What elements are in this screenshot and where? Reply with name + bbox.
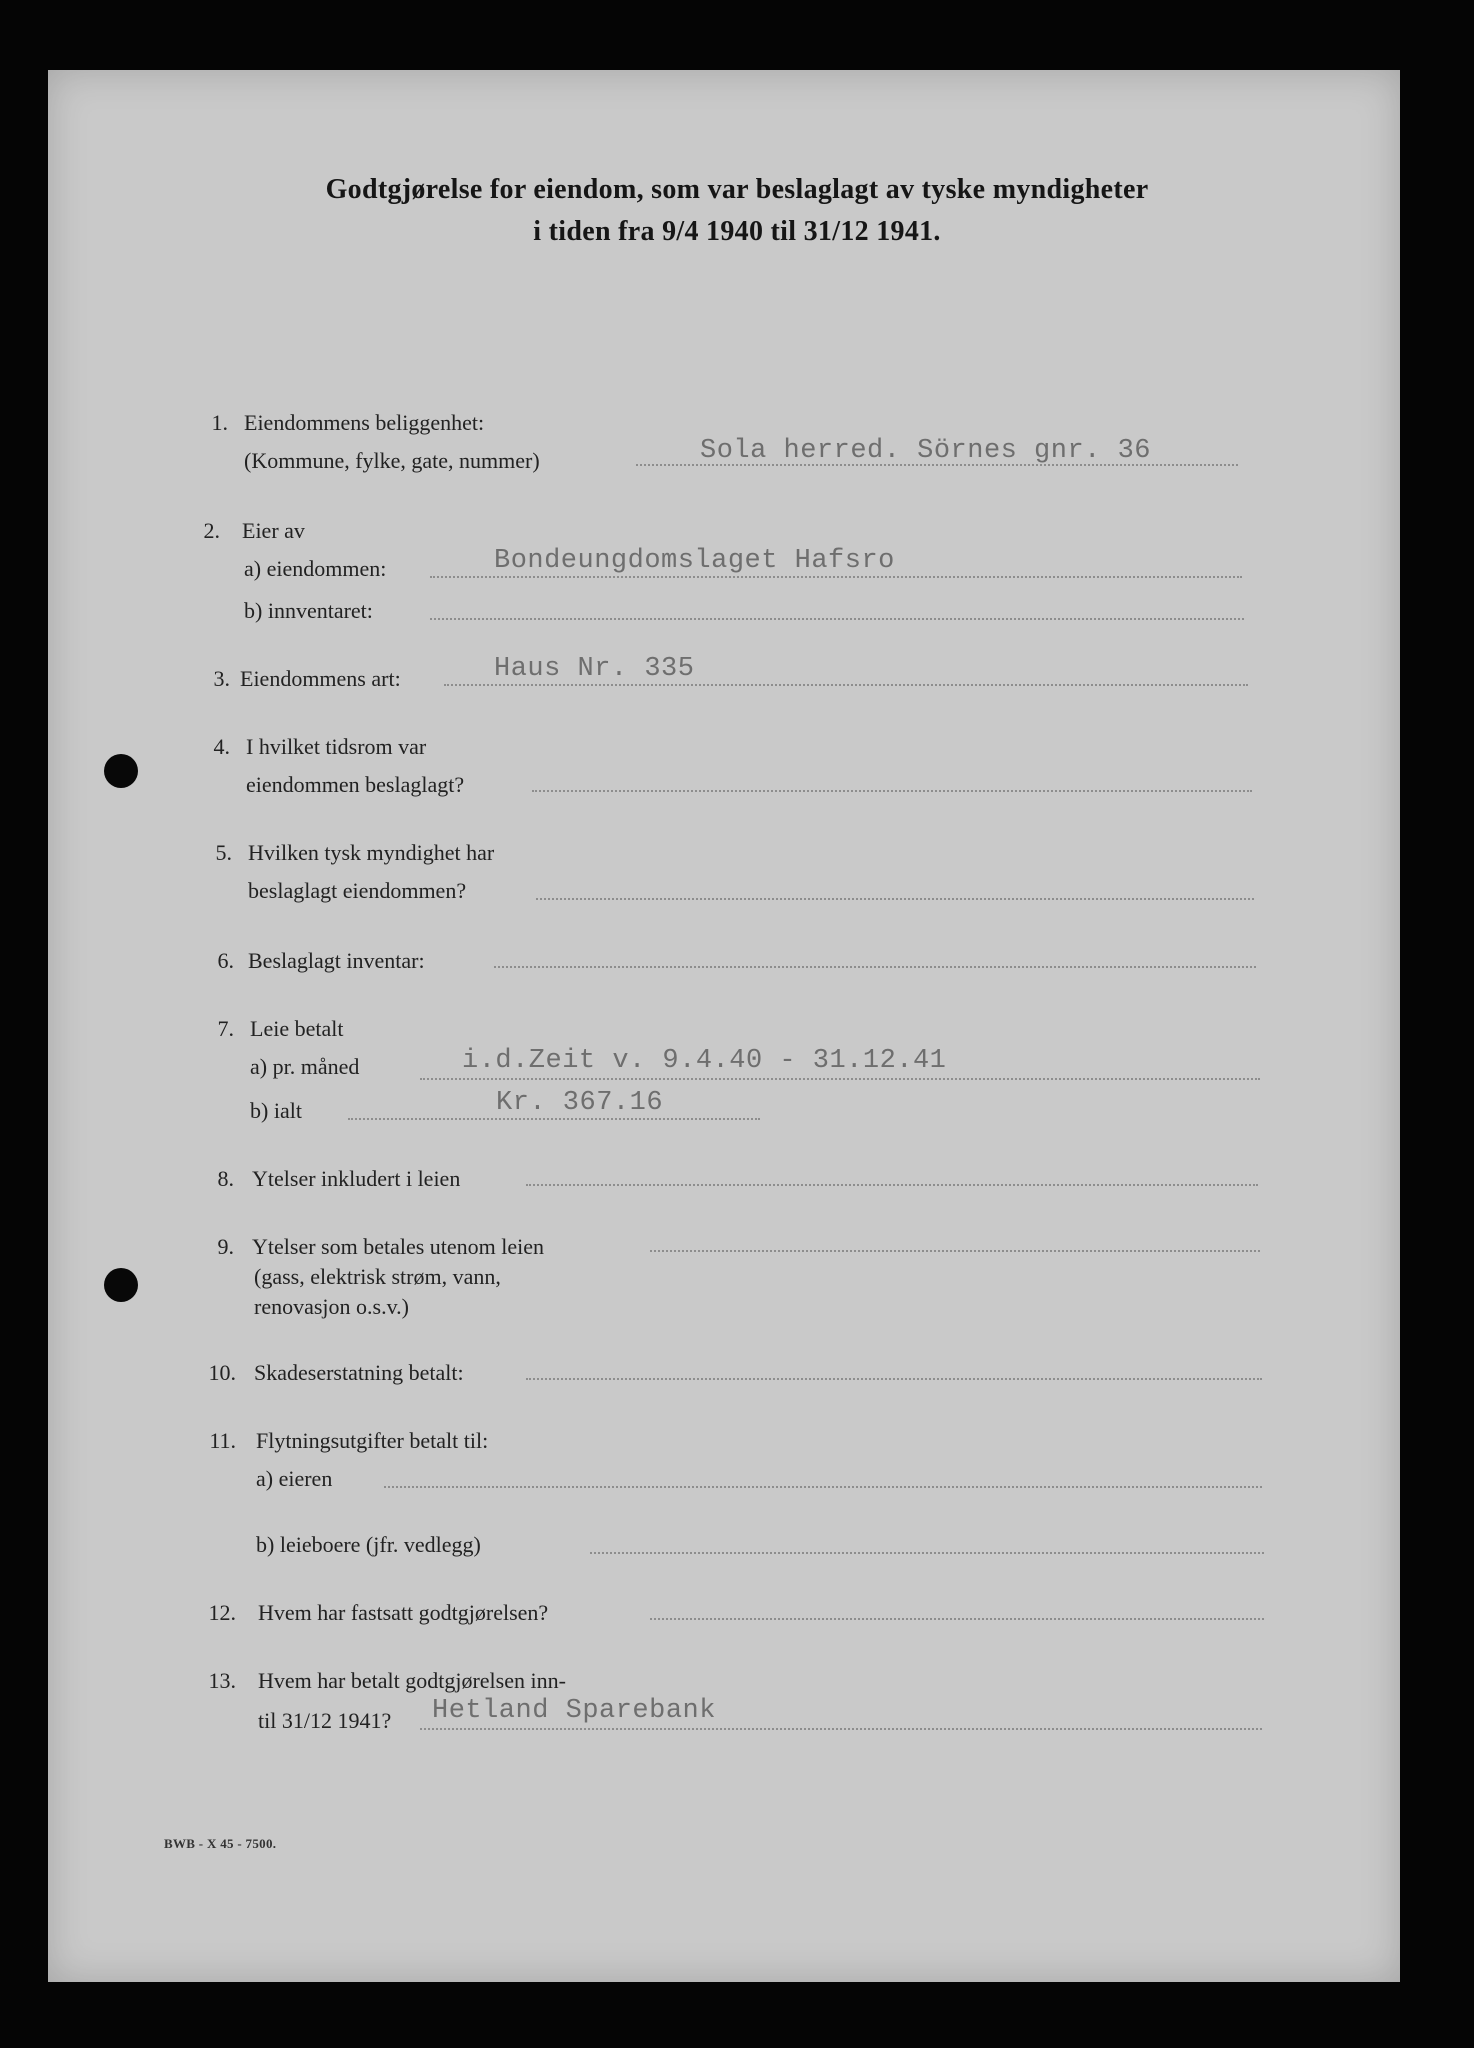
q4-field-line	[532, 790, 1252, 792]
q11a-label: a) eieren	[256, 1466, 333, 1491]
item-number: 12.	[208, 1600, 236, 1625]
q8-field-line	[526, 1184, 1258, 1186]
q11b-field-line	[590, 1552, 1264, 1554]
q1-value: Sola herred. Sörnes gnr. 36	[700, 436, 1151, 466]
q7b-field-line	[348, 1118, 760, 1120]
punch-hole	[104, 754, 138, 788]
item-number: 7.	[217, 1016, 234, 1041]
q5-label: Hvilken tysk myndighet har	[248, 840, 495, 865]
item-number: 5.	[215, 840, 232, 865]
q7b-value: Kr. 367.16	[496, 1088, 664, 1118]
item-number: 2.	[203, 518, 220, 543]
q11b-label: b) leieboere (jfr. vedlegg)	[256, 1532, 481, 1557]
item-number: 1.	[211, 410, 228, 435]
item-number: 11.	[209, 1428, 236, 1453]
q2a-value: Bondeungdomslaget Hafsro	[494, 546, 895, 576]
item-number: 4.	[213, 734, 230, 759]
q4-label: I hvilket tidsrom var	[246, 734, 427, 759]
q7a-field-line	[420, 1078, 1260, 1080]
q2b-field-line	[430, 618, 1244, 620]
q1-label: Eiendommens beliggenhet:	[244, 410, 485, 435]
form-title: Godtgjørelse for eiendom, som var beslaglagt av tyske myndigheter	[325, 174, 1149, 205]
q8-label: Ytelser inkludert i leien	[252, 1166, 461, 1191]
q12-label: Hvem har fastsatt godtgjørelsen?	[258, 1600, 549, 1625]
q5-field-line	[536, 898, 1254, 900]
form-title-line2: i tiden fra 9/4 1940 til 31/12 1941.	[533, 216, 941, 247]
item-number: 3.	[213, 666, 230, 691]
q12-field-line	[650, 1618, 1264, 1620]
q9-field-line	[650, 1250, 1260, 1252]
q11a-field-line	[384, 1486, 1262, 1488]
q11-label: Flytningsutgifter betalt til:	[256, 1428, 489, 1453]
q7a-value: i.d.Zeit v. 9.4.40 - 31.12.41	[462, 1046, 947, 1076]
item-number: 9.	[217, 1234, 234, 1259]
q9-label: Ytelser som betales utenom leien	[252, 1234, 545, 1259]
q13-value: Hetland Sparebank	[432, 1696, 716, 1726]
q5-label-sub: beslaglagt eiendommen?	[248, 878, 467, 903]
q2a-label: a) eiendommen:	[244, 556, 387, 581]
q2b-label: b) innventaret:	[244, 598, 373, 623]
q3-value: Haus Nr. 335	[494, 654, 695, 684]
q6-label: Beslaglagt inventar:	[248, 948, 425, 973]
q13-field-line	[420, 1728, 1262, 1730]
q2a-field-line	[430, 576, 1242, 578]
form-footer-code: BWB - X 45 - 7500.	[164, 1836, 277, 1851]
q2-label: Eier av	[242, 518, 305, 543]
q9-label-sub: (gass, elektrisk strøm, vann,	[254, 1264, 501, 1289]
item-number: 10.	[208, 1360, 236, 1385]
q10-field-line	[526, 1378, 1262, 1380]
item-number: 13.	[208, 1668, 236, 1693]
q10-label: Skadeserstatning betalt:	[254, 1360, 464, 1385]
q1-label-sub: (Kommune, fylke, gate, nummer)	[244, 448, 540, 473]
q9-label-sub2: renovasjon o.s.v.)	[254, 1294, 409, 1319]
q7-label: Leie betalt	[250, 1016, 344, 1041]
item-number: 6.	[217, 948, 234, 973]
q13-label: Hvem har betalt godtgjørelsen inn-	[258, 1668, 566, 1693]
q7a-label: a) pr. måned	[250, 1054, 360, 1079]
q4-label-sub: eiendommen beslaglagt?	[246, 772, 465, 797]
q13-label-sub: til 31/12 1941?	[258, 1708, 392, 1733]
q6-field-line	[494, 966, 1256, 968]
q7b-label: b) ialt	[250, 1098, 302, 1123]
item-number: 8.	[217, 1166, 234, 1191]
q3-field-line	[444, 684, 1248, 686]
q3-label: Eiendommens art:	[240, 666, 401, 691]
punch-hole	[104, 1268, 138, 1302]
